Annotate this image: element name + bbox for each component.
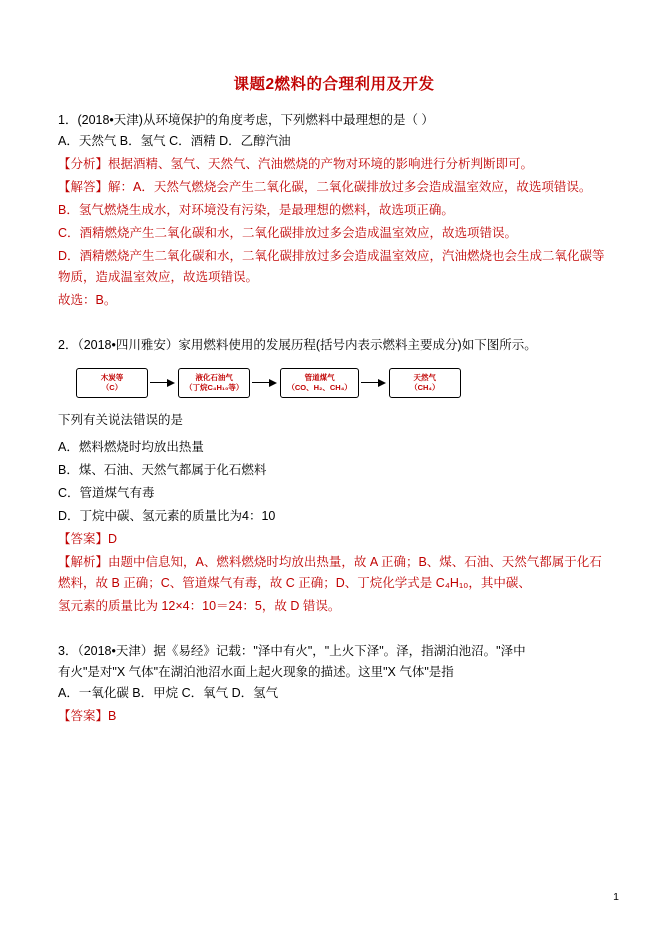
question-2-option-a: A．燃料燃烧时均放出热量 [58,440,204,454]
flow-box-natural-gas [389,368,461,398]
analysis-text: 根据酒精、氢气、天然气、汽油燃烧的产物对环境的影响进行分析判断即可。 [108,157,534,171]
question-2-prompt: 下列有关说法错误的是 [58,413,184,427]
arrow-right-icon [252,378,278,388]
question-3-stem-line2: 有火"是对"X 气体"在湖泊池沼水面上起火现象的描述。这里"X 气体"是指 [58,665,454,679]
document-content [58,72,610,729]
question-2-option-b: B．煤、石油、天然气都属于化石燃料 [58,463,267,477]
question-1-analysis [58,154,610,175]
flow-box-coal-gas-line2: （CO、H₂、CH₄） [287,383,352,392]
spacer [58,313,610,335]
flow-box-lpg [178,368,250,398]
flow-box-natural-gas-line2: （CH₄） [410,383,440,392]
question-1-line-d: D．酒精燃烧产生二氧化碳和水，二氧化碳排放过多会造成温室效应，汽油燃烧也会生成二氧化碳等物质，造成温室效应，故选项错误。 [58,249,605,284]
page-title: 课题2燃料的合理利用及开发 [233,76,435,93]
answer-value: B [108,709,117,723]
spacer [58,619,610,641]
flow-box-charcoal-line1: 木炭等 [100,373,124,382]
fuel-development-flow-diagram [58,368,610,398]
question-2 [58,335,610,617]
question-2-option-c: C．管道煤气有毒 [58,486,155,500]
question-3 [58,641,610,727]
analysis-label: 【分析】 [58,157,109,171]
question-2-explain-line1 [58,552,610,594]
flow-box-coal-gas-line1: 管道煤气 [304,373,335,382]
answer-value: D [108,532,118,546]
question-3-options: A．一氧化碳 B．甲烷 C．氧气 D．氢气 [58,686,279,700]
question-2-stem: 2．（2018•四川雅安）家用燃料使用的发展历程(括号内表示燃料主要成分)如下图所示。 [58,338,537,352]
flow-box-charcoal [76,368,148,398]
flow-box-lpg-line1: 液化石油气 [195,373,233,382]
question-1-answer [58,177,610,198]
question-1-stem: 1．(2018•天津)从环境保护的角度考虑，下列燃料中最理想的是（ ） [58,113,434,127]
question-2-explain-line2: 氢元素的质量比为 12×4：10＝24：5，故 D 错误。 [58,599,341,613]
page-number: 1 [613,891,619,903]
answer-text: 解：A．天然气燃烧会产生二氧化碳，二氧化碳排放过多会造成温室效应，故选项错误。 [108,180,592,194]
question-3-answer [58,706,610,727]
arrow-right-icon [361,378,387,388]
answer-label: 【解答】 [58,180,109,194]
answer-label: 【答案】 [58,709,109,723]
question-3-stem-line1: 3．（2018•天津）据《易经》记载："泽中有火"，"上火下泽"。泽，指湖泊池沼。"泽中 [58,644,526,658]
flow-box-lpg-line2: （丁烷C₄H₁₀等） [185,383,244,392]
flow-box-natural-gas-line1: 天然气 [413,373,437,382]
question-1 [58,110,610,311]
answer-label: 【答案】 [58,532,109,546]
question-1-options: A．天然气 B．氢气 C．酒精 D．乙醇汽油 [58,134,291,148]
arrow-right-icon [150,378,176,388]
question-1-conclusion: 故选：B。 [58,293,117,307]
flow-box-coal-gas [280,368,358,398]
question-2-option-d: D．丁烷中碳、氢元素的质量比为4：10 [58,509,276,523]
explain-text-1: 由题中信息知，A、燃料燃烧时均放出热量，故 A 正确；B、煤、石油、天然气都属于化石燃料，故 B 正确；C、管道煤气有毒，故 C 正确；D、丁烷化学式是 C₄H₁₀，其中碳、 [58,555,602,590]
question-1-line-c: C．酒精燃烧产生二氧化碳和水，二氧化碳排放过多会造成温室效应，故选项错误。 [58,226,518,240]
question-1-line-b: B．氢气燃烧生成水，对环境没有污染，是最理想的燃料，故选项正确。 [58,203,454,217]
flow-box-charcoal-line2: （C） [101,383,123,392]
explain-label: 【解析】 [58,555,109,569]
question-2-answer [58,529,610,550]
